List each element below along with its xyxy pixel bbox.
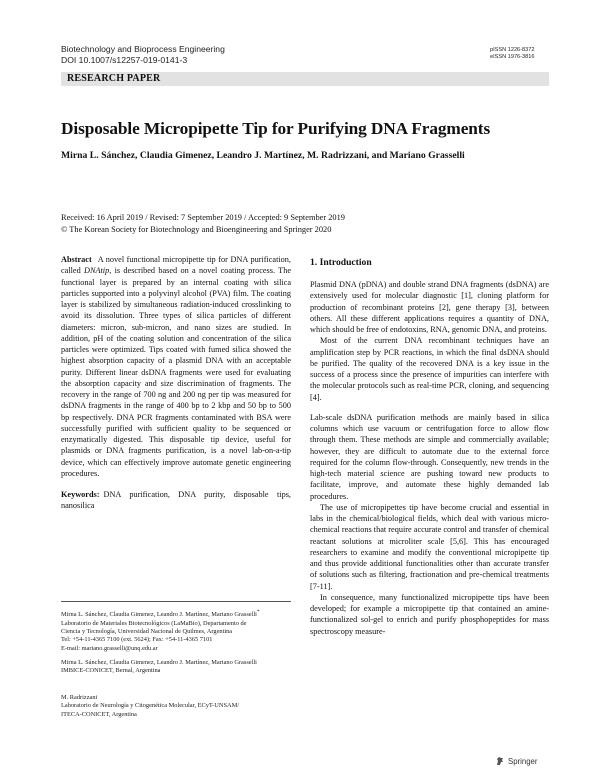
section-heading-introduction: 1. Introduction	[310, 257, 372, 268]
intro-paragraph-1: Plasmid DNA (pDNA) and double strand DNA fragments (dsDNA) are extensively used for molecular diagnostic [1], cloning platform for production of recombinant proteins [2], gene therapy [3], between others. All these different applications requires a quantity of DNA, which should be free of endotoxins, RNA, genomic DNA, and proteins.	[310, 280, 549, 334]
affiliation-1-phone: Tel: +54-11-4365 7100 (ext. 5624); Fax: +54-11-4365 7101	[61, 636, 213, 644]
abstract-italic-term: DNAtip	[84, 266, 110, 276]
affiliation-2	[61, 659, 291, 676]
intro-paragraph-4: The use of micropipettes tip have become crucial and essential in labs in the chemical/biological fields, which deal with various micro-chemical reactions that require accurate control and transfer of chemical reactant solutions at microliter scale [5,6]. This has encouraged researchers to examine and modify the conventional micropipette tip and thus provide additional functionalities other than accurate transfer of solutions such as filtering, fractionation and pre-chemical treatments [7-11].	[310, 502, 549, 591]
intro-paragraph-3: Lab-scale dsDNA purification methods are mainly based in silica columns which use vacuum or centrifugation force to allow flow through them. These methods are simple and commercially available; however, they are difficult to automate due to the external force required for the column flow-through. Consequently, new trends in the high-tech material science are pushing toward new products to facilitate, improve, and automate these highly demanded lab procedures.	[310, 412, 549, 501]
abstract-text-1: A novel functional micropipette tip for DNA purification, called	[61, 255, 291, 276]
right-column	[310, 254, 549, 637]
affiliation-3-line-1: Laboratorio de Neurología y Citogenética Molecular, ECyT-UNSAM/	[61, 702, 239, 710]
abstract-label: Abstract	[61, 255, 92, 264]
affiliation-2-names: Mirna L. Sánchez, Claudia Gimenez, Leandro J. Martínez, Mariano Grasselli	[61, 659, 257, 666]
pissn: pISSN 1226-8372	[490, 47, 535, 53]
corresponding-author-mark: *	[256, 609, 260, 615]
intro-paragraph-5: In consequence, many functionalized micropipette tips have been developed; for example a micropipette tip that contained an amine-functionalized sol-gel to enrich and purify phosphopeptides for mass spectroscopy measure-	[310, 592, 549, 636]
publisher-logo	[495, 756, 537, 766]
affiliation-3-names: M. Radrizzani	[61, 694, 98, 701]
affiliation-1-line-2: Ciencia y Tecnología, Universidad Nacional de Quilmes, Argentina	[61, 627, 233, 635]
copyright: © The Korean Society for Biotechnology and Bioengineering and Springer 2020	[61, 224, 332, 234]
publisher-name: Springer	[508, 756, 538, 766]
footnote-divider	[61, 601, 291, 602]
article-type-band	[61, 72, 549, 86]
abstract	[61, 254, 291, 479]
dates-block	[61, 212, 551, 235]
affiliation-1	[61, 608, 291, 653]
affiliation-1-email[interactable]: E-mail: mariano.grasselli@unq.edu.ar	[61, 644, 158, 652]
intro-paragraph-2: Most of the current DNA recombinant techniques have an amplification step by PCR reactions, in which the final dsDNA should be purified. The quality of the recovered DNA is a key issue in the success of a process since the presence of impurities can interfere with the molecular protocols such as real-time PCR, cloning, and sequencing [4].	[310, 336, 549, 402]
affiliation-3-line-2: ITECA-CONICET, Argentina	[61, 710, 137, 718]
keywords-text: DNA purification, DNA purity, disposable tips, nanosilica	[61, 490, 291, 511]
affiliation-3	[61, 694, 291, 719]
springer-horse-icon	[495, 756, 505, 766]
abstract-text-2: , is described based on a novel coating process. The functional layer is prepared by an internal coating with silica particles supported into a polyvinyl alcohol (PVA) film. The coating layer is stabilized by simultaneous radiation-induced crosslinking to avoid its dissolution. Three types of silica particles of different diameters: micron, sub-micron, and nano sizes are studied. In addition, pH of the coating solution and concentration of the silica particles were optimized. Tips coated with fumed silica showed the highest absorption capacity of a plasmid DNA with an acceptable purity. Different linear dsDNA fragments were used for evaluating the absorption capacity and size discrimination of fragments. The recovery in the range of 700 ng and 200 ng per tip was measured for dsDNA fragments in the range of 400 bp to 2 kbp and 50 bp to 500 bp respectively. DNA PCR fragments contaminated with BSA were successfully purified with sufficient quality to be sequenced or enzymatically digested. This disposable tip device, useful for plasmids or DNA fragments purification, is a novel lab-on-a-tip device, which can effectively improve automate genetic engineering procedures.	[61, 266, 291, 478]
affiliation-2-line-1: IMBICE-CONICET, Bernal, Argentina	[61, 667, 161, 675]
received-dates: Received: 16 April 2019 / Revised: 7 September 2019 / Accepted: 9 September 2019	[61, 213, 345, 222]
eissn: eISSN 1976-3816	[490, 54, 535, 60]
author-list: Mirna L. Sánchez, Claudia Gimenez, Leandro J. Martínez, M. Radrizzani, and Mariano Grasselli	[61, 150, 465, 161]
affiliation-1-names: Mirna L. Sánchez, Claudia Gimenez, Leandro J. Martínez, Mariano Grasselli	[61, 611, 257, 619]
journal-name: Biotechnology and Bioprocess Engineering	[61, 44, 225, 54]
journal-header	[61, 44, 225, 66]
doi[interactable]: DOI 10.1007/s12257-019-0141-3	[61, 55, 188, 65]
paper-title: Disposable Micropipette Tip for Purifying DNA Fragments	[61, 119, 491, 138]
keywords-label: Keywords:	[61, 490, 100, 499]
left-column	[61, 254, 291, 512]
article-type: RESEARCH PAPER	[67, 73, 161, 84]
keywords	[61, 489, 291, 512]
affiliation-1-line-1: Laboratorio de Materiales Biotecnológicos (LaMaBio), Departamento de	[61, 619, 247, 627]
issn-block	[490, 47, 534, 61]
